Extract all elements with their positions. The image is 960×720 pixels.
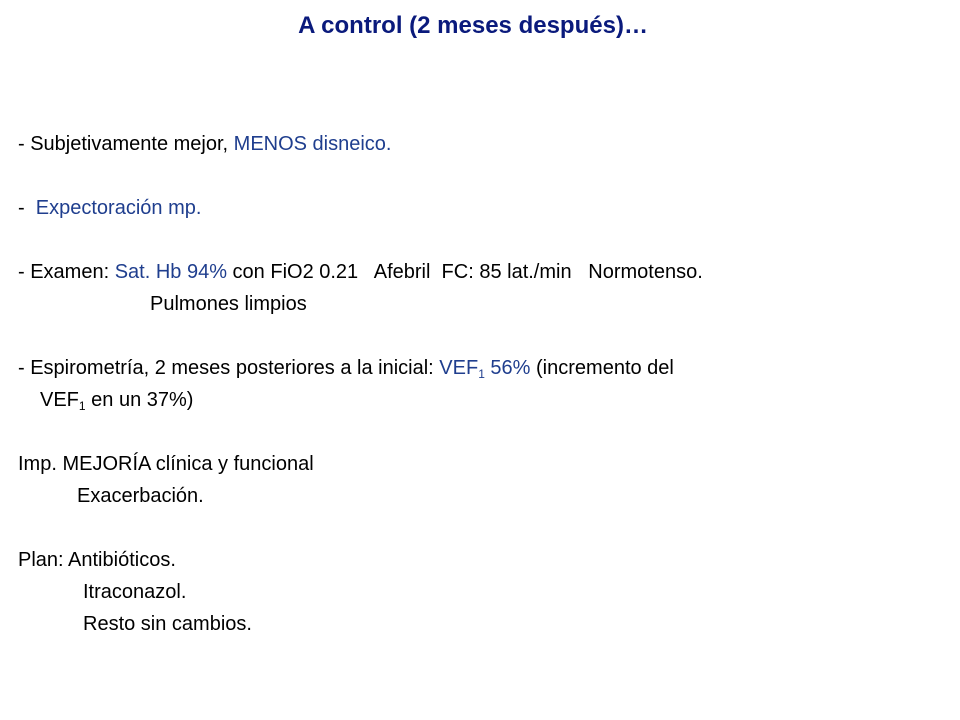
plan-line-3	[83, 612, 252, 636]
impression-line-2	[77, 484, 204, 508]
spirometry-line	[18, 356, 674, 380]
plan-line-2	[83, 580, 186, 604]
vef-subscript-2: 1	[78, 399, 86, 413]
impression-exacerbation: Exacerbación.	[77, 485, 204, 507]
spirometry-increase: en un 37%)	[85, 389, 194, 411]
spirometry-suffix: (incremento del	[530, 357, 674, 379]
subjective-line	[18, 132, 392, 156]
plan-rest: Resto sin cambios.	[83, 613, 252, 635]
vef-label-2: VEF	[40, 389, 79, 411]
impression-text: Imp. MEJORÍA clínica y funcional	[18, 453, 314, 475]
subjective-highlight: MENOS disneico.	[233, 133, 392, 155]
plan-line-1	[18, 548, 176, 572]
spirometry-vef	[439, 357, 530, 379]
vef-subscript: 1	[478, 367, 485, 381]
impression-line-1	[18, 452, 314, 476]
subjective-prefix: - Subjetivamente mejor,	[18, 133, 234, 155]
expectoration-line	[18, 196, 201, 220]
vef-value: 56%	[484, 357, 531, 379]
exam-prefix: - Examen:	[18, 261, 115, 283]
exam-saturation: Sat. Hb 94%	[114, 261, 227, 283]
exam-details: con FiO2 0.21 Afebril FC: 85 lat./min Normotenso.	[227, 261, 703, 283]
expectoration-highlight: Expectoración mp.	[35, 197, 202, 219]
exam-lungs-line	[150, 292, 307, 316]
vef-label: VEF	[439, 357, 479, 379]
plan-itraconazole: Itraconazol.	[83, 581, 187, 603]
spirometry-prefix: - Espirometría, 2 meses posteriores a la inicial:	[18, 357, 440, 379]
exam-lungs: Pulmones limpios	[150, 293, 307, 315]
exam-line	[18, 260, 703, 284]
expectoration-prefix: -	[18, 197, 36, 219]
slide-title: A control (2 meses después)…	[298, 12, 648, 39]
plan-antibiotics: Plan: Antibióticos.	[18, 549, 176, 571]
spirometry-line-2	[40, 388, 193, 412]
